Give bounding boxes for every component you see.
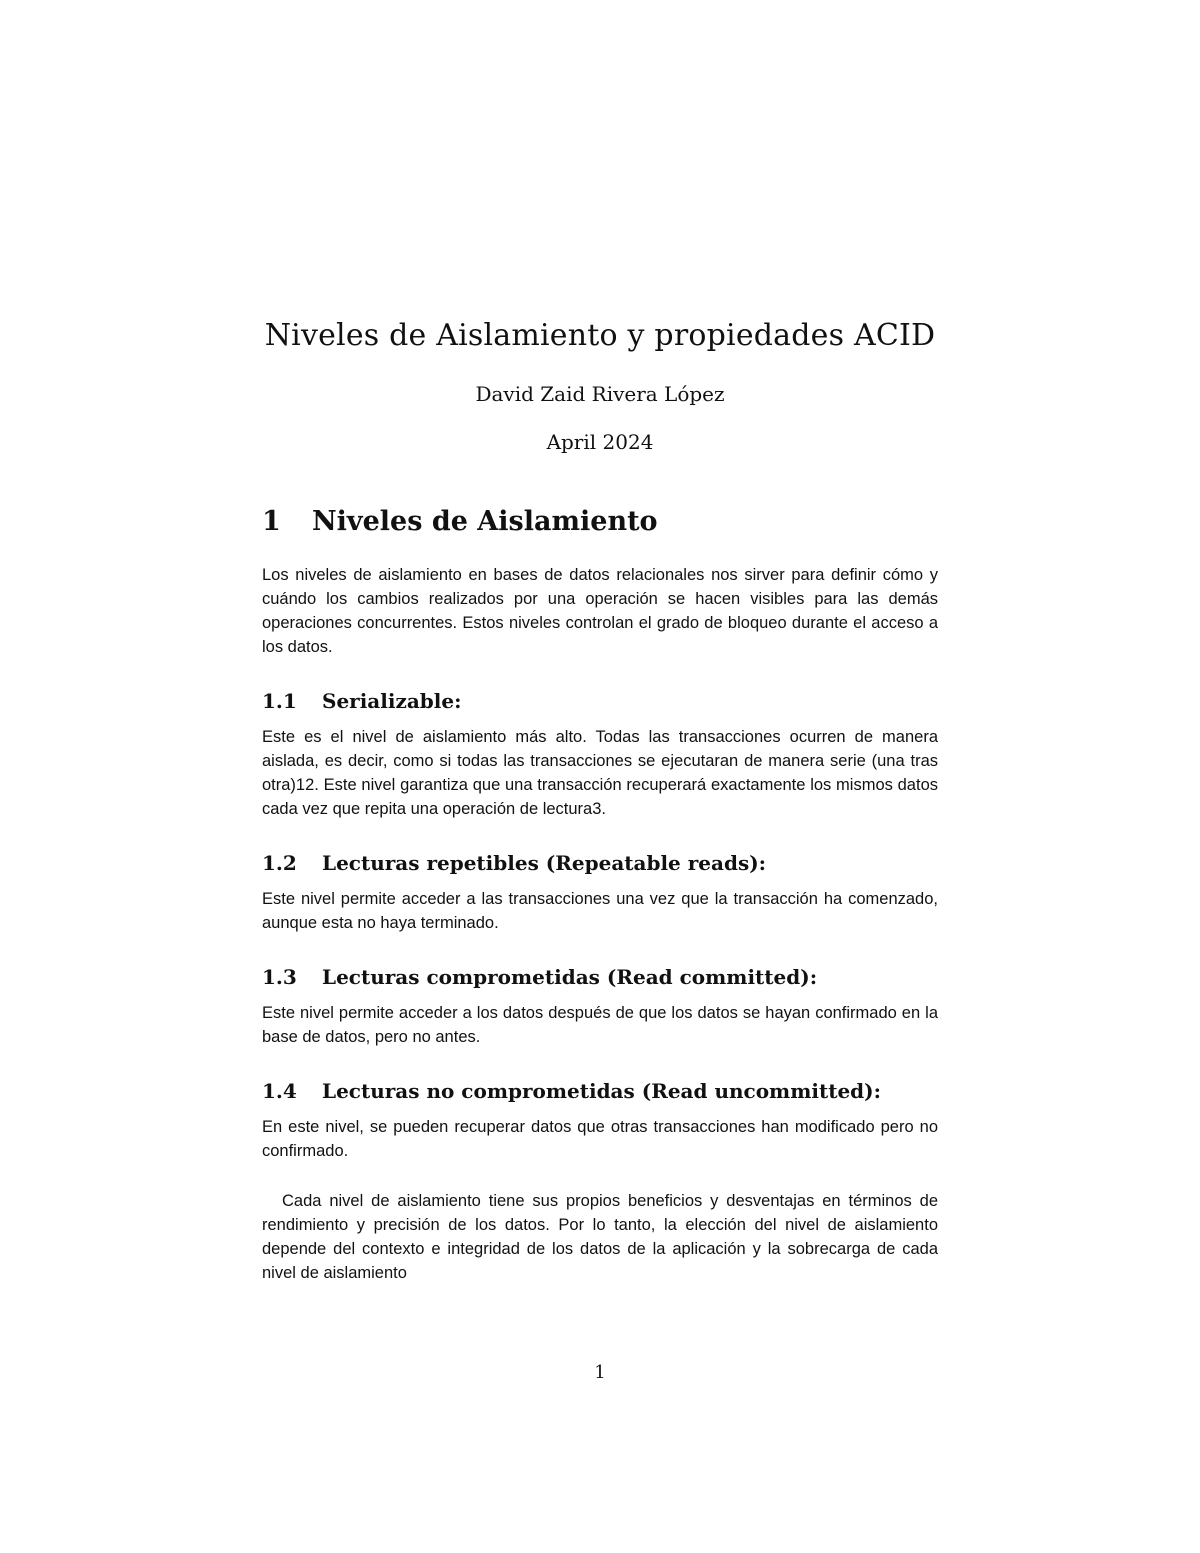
subsection-paragraph: En este nivel, se pueden recuperar datos que otras transacciones han modificado pero no confirmado. (262, 1118, 938, 1160)
subsection-title: Lecturas comprometidas (Read committed): (322, 965, 818, 989)
section-heading (262, 506, 938, 537)
subsection-title: Lecturas no comprometidas (Read uncommitted): (322, 1079, 882, 1103)
subsection-number: 1.4 (262, 1079, 297, 1103)
section-title: Niveles de Aislamiento (312, 506, 658, 537)
subsection-heading (262, 689, 938, 713)
document-date: April 2024 (546, 430, 654, 454)
document-body (262, 506, 938, 1285)
subsection-paragraph: Este nivel permite acceder a las transacciones una vez que la transacción ha comenzado, aunque esta no haya terminado. (262, 890, 938, 932)
subsection-number: 1.3 (262, 965, 297, 989)
subsection-paragraph: Este es el nivel de aislamiento más alto. Todas las transacciones ocurren de manera aislada, es decir, como si todas las transacciones se ejecutaran de manera serie (una tras otra)12. Este nivel garantiza que una transacción recuperará exactamente los mismos datos cada vez que repita una operación de lectura3. (262, 728, 938, 818)
subsection-number: 1.1 (262, 689, 297, 713)
closing-paragraph: Cada nivel de aislamiento tiene sus propios beneficios y desventajas en términos de rendimiento y precisión de los datos. Por lo tanto, la elección del nivel de aislamiento depende del contexto e integridad de los datos de la aplicación y la sobrecarga de cada nivel de aislamiento (262, 1192, 938, 1282)
subsection-number: 1.2 (262, 851, 297, 875)
section-number: 1 (262, 506, 281, 537)
subsection-heading (262, 851, 938, 875)
section-intro-paragraph: Los niveles de aislamiento en bases de datos relacionales nos sirver para definir cómo y cuándo los cambios realizados por una operación se hacen visibles para las demás operaciones concurrentes. Estos niveles controlan el grado de bloqueo durante el acceso a los datos. (262, 566, 938, 656)
subsection-heading (262, 1079, 938, 1103)
subsection-title: Lecturas repetibles (Repeatable reads): (322, 851, 767, 875)
subsection-title: Serializable: (322, 689, 462, 713)
document-author: David Zaid Rivera López (475, 382, 725, 406)
page-number: 1 (594, 1362, 606, 1383)
subsection-paragraph: Este nivel permite acceder a los datos después de que los datos se hayan confirmado en la base de datos, pero no antes. (262, 1004, 938, 1046)
document-title: Niveles de Aislamiento y propiedades ACID (264, 318, 936, 353)
subsection-heading (262, 965, 938, 989)
